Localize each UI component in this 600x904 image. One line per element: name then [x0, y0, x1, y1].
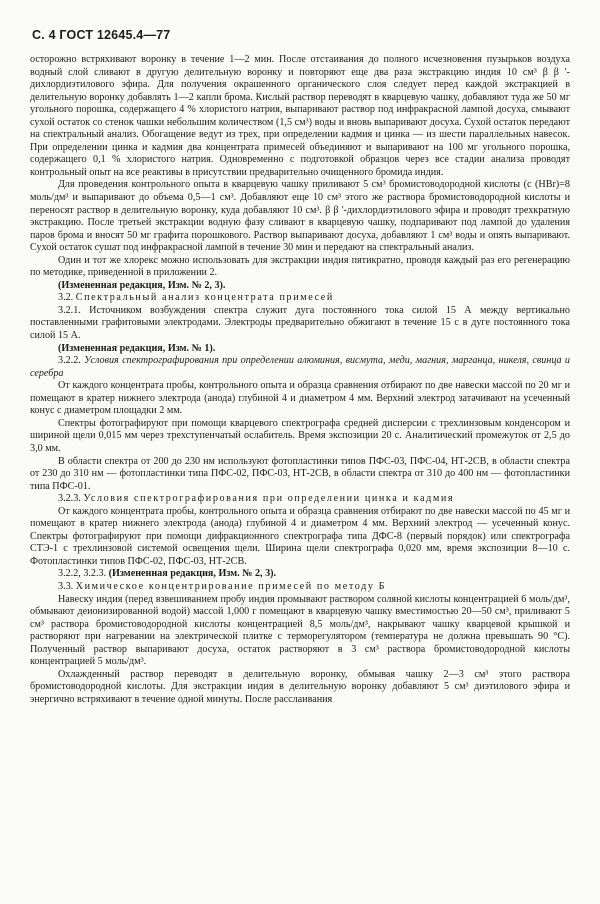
- revision-text: (Измененная редакция, Изм. № 1).: [58, 342, 216, 354]
- section-title: Химическое концентрирование примесей по методу Б: [75, 580, 387, 592]
- body-paragraph: Для проведения контрольного опыта в кварцевую чашку приливают 5 см³ бромистоводородной кислоты (с (HBr)=8 моль/дм³ и выпаривают до объема 0,5—1 см³. Добавляют еще 10 см³ этого же раствора бромистоводородной кислоты и переносят раствор в делительную воронку, куда добавляют 10 см³. β β '-дихлордиэтилового эфира и проводят трехкратную экстракцию. После третьей экстракции водную фазу сливают в кварцевую чашку, подпаривают под лампой до удаления паров брома и вносят 50 мг графита порошкового. Раствор выпаривают досуха, добавляют 1 см³ воды и опять выпаривают. Сухой остаток сушат под инфракрасной лампой в течение 30 мин и передают на спектральный анализ.: [30, 179, 570, 254]
- section-number: 3.2.: [58, 292, 74, 304]
- document-body: [30, 54, 570, 706]
- section-number: 3.2.2, 3.2.3.: [58, 568, 107, 580]
- revision-text: (Измененная редакция, Изм. № 2, 3).: [58, 279, 226, 291]
- body-paragraph: осторожно встряхивают воронку в течение 1—2 мин. После отстаивания до полного исчезновения пузырьков воздуха водный слой сливают в другую делительную воронку и повторяют еще два раза экстракцию индия 10 см³ β β '-дихлордиэтилового эфира. Для получения окрашенного органического слоя следует перед каждой экстракцией в делительную воронку добавлять 1—2 капли брома. Кислый раствор переводят в кварцевую чашку, добавляют туда же 50 мг угольного порошка, содержащего 4 % хлористого натрия, выпаривают раствор под инфракрасной лампой досуха, смывают сухой остаток со стенок чашки небольшим количеством (1,5 см³) воды и вновь выпаривают досуха. Сухой остаток передают на спектральный анализ. Обогащение ведут из трех, при определении кадмия и цинка — из шести параллельных навесок. При определении цинка и кадмия два концентрата примесей объединяют и выпаривают на 100 мг угольного порошка, содержащего 0,1 % хлористого натрия. Одновременно с подготовкой образцов через все стадии анализа проводят контрольный опыт на все реактивы в присутствии предварительно очищенного бромида индия.: [30, 54, 570, 178]
- section-number: 3.2.2.: [58, 355, 81, 367]
- section-title: Условия спектрографирования при определении алюминия, висмута, меди, магния, марганца, никеля, свинца и серебра: [30, 355, 570, 379]
- section-number: 3.3.: [58, 580, 74, 592]
- section-heading: [30, 292, 570, 305]
- body-paragraph: В области спектра от 200 до 230 нм используют фотопластинки типов ПФС-03, ПФС-04, НТ-2СВ, в области спектра от 230 до 310 нм — фотопластинки типа ПФС-02, ПФС-03, НТ-2СВ, в области спектра от 310 до 400 нм — фотопластинки типа ПФС-01.: [30, 455, 570, 492]
- section-title: Условия спектрографирования при определении цинка и кадмия: [83, 493, 455, 505]
- revision-note: [30, 568, 570, 581]
- subsection-heading: [30, 355, 570, 380]
- revision-text: (Измененная редакция, Изм. № 2, 3).: [108, 568, 277, 580]
- revision-note: [30, 343, 570, 356]
- body-paragraph: Один и тот же хлорекс можно использовать для экстракции индия пятикратно, проводя каждый раз его регенерацию по методике, приведенной в приложении 2.: [30, 254, 570, 279]
- page-header: С. 4 ГОСТ 12645.4—77: [32, 28, 171, 42]
- section-title: Спектральный анализ концентрата примесей: [75, 292, 334, 304]
- revision-note: [30, 280, 570, 293]
- body-paragraph: Охлажденный раствор переводят в делительную воронку, обмывая чашку 2—3 см³ этого раствора бромистоводородной кислоты. Для экстракции индия в делительную воронку добавляют 5 см³ диэтилового эфира и энергично встряхивают в течение одной минуты. После расслаивания: [30, 668, 570, 705]
- section-heading: [30, 581, 570, 594]
- body-paragraph: Навеску индия (перед взвешиванием пробу индия промывают раствором соляной кислоты концентрацией 6 моль/дм³, обмывают деионизированной водой) массой 1,000 г помещают в кварцевую чашку вместимостью 20—50 см³, приливают 5 см³ раствора бромистоводородной кислоты концентрацией 8,5 моль/дм³, накрывают чашку кварцевой крышкой и растворяют при нагревании на электрической плитке с терморегулятором (температура не должна превышать 90 °С). Полученный раствор выпаривают досуха, остаток растворяют в 3 см³ раствора бромистоводородной кислоты концентрацией 5 моль/дм³.: [30, 593, 570, 668]
- section-number: 3.2.3.: [58, 493, 81, 505]
- body-paragraph: От каждого концентрата пробы, контрольного опыта и образца сравнения отбирают по две навески массой по 45 мг и помещают в кратер нижнего электрода (анода) глубиной 4 и диаметром 4 мм. Верхний электрод — усеченный конус. Спектры фотографируют при помощи дифракционного спектрографа типа ДФС-8 (первый порядок) или спектрографа СТЭ-1 с трехлинзовой системой освещения щели. Ширина щели спектрографа 0,020 мм, время экспозиции 8—10 с. Фотопластинки типов ПФС-02, ПФС-03, НТ-2СВ.: [30, 505, 570, 567]
- section-heading: [30, 493, 570, 506]
- body-paragraph: 3.2.1. Источником возбуждения спектра служит дуга постоянного тока силой 15 А между вертикально поставленными графитовыми электродами. Электроды предварительно обжигают в течение 15 с в дуге постоянного тока силой 15 А.: [30, 304, 570, 342]
- body-paragraph: Спектры фотографируют при помощи кварцевого спектрографа средней дисперсии с трехлинзовым конденсором и шириной щели 0,015 мм через трехступенчатый ослабитель. Время экспозиции 20 с. Аналитический промежуток от 2,5 до 3,0 мм.: [30, 417, 570, 454]
- body-paragraph: От каждого концентрата пробы, контрольного опыта и образца сравнения отбирают по две навески массой по 20 мг и помещают в кратер нижнего электрода (анода) глубиной 4 и диаметром 4 мм. Верхний электрод затачивают на усеченный конус с диаметром площадки 2 мм.: [30, 380, 570, 417]
